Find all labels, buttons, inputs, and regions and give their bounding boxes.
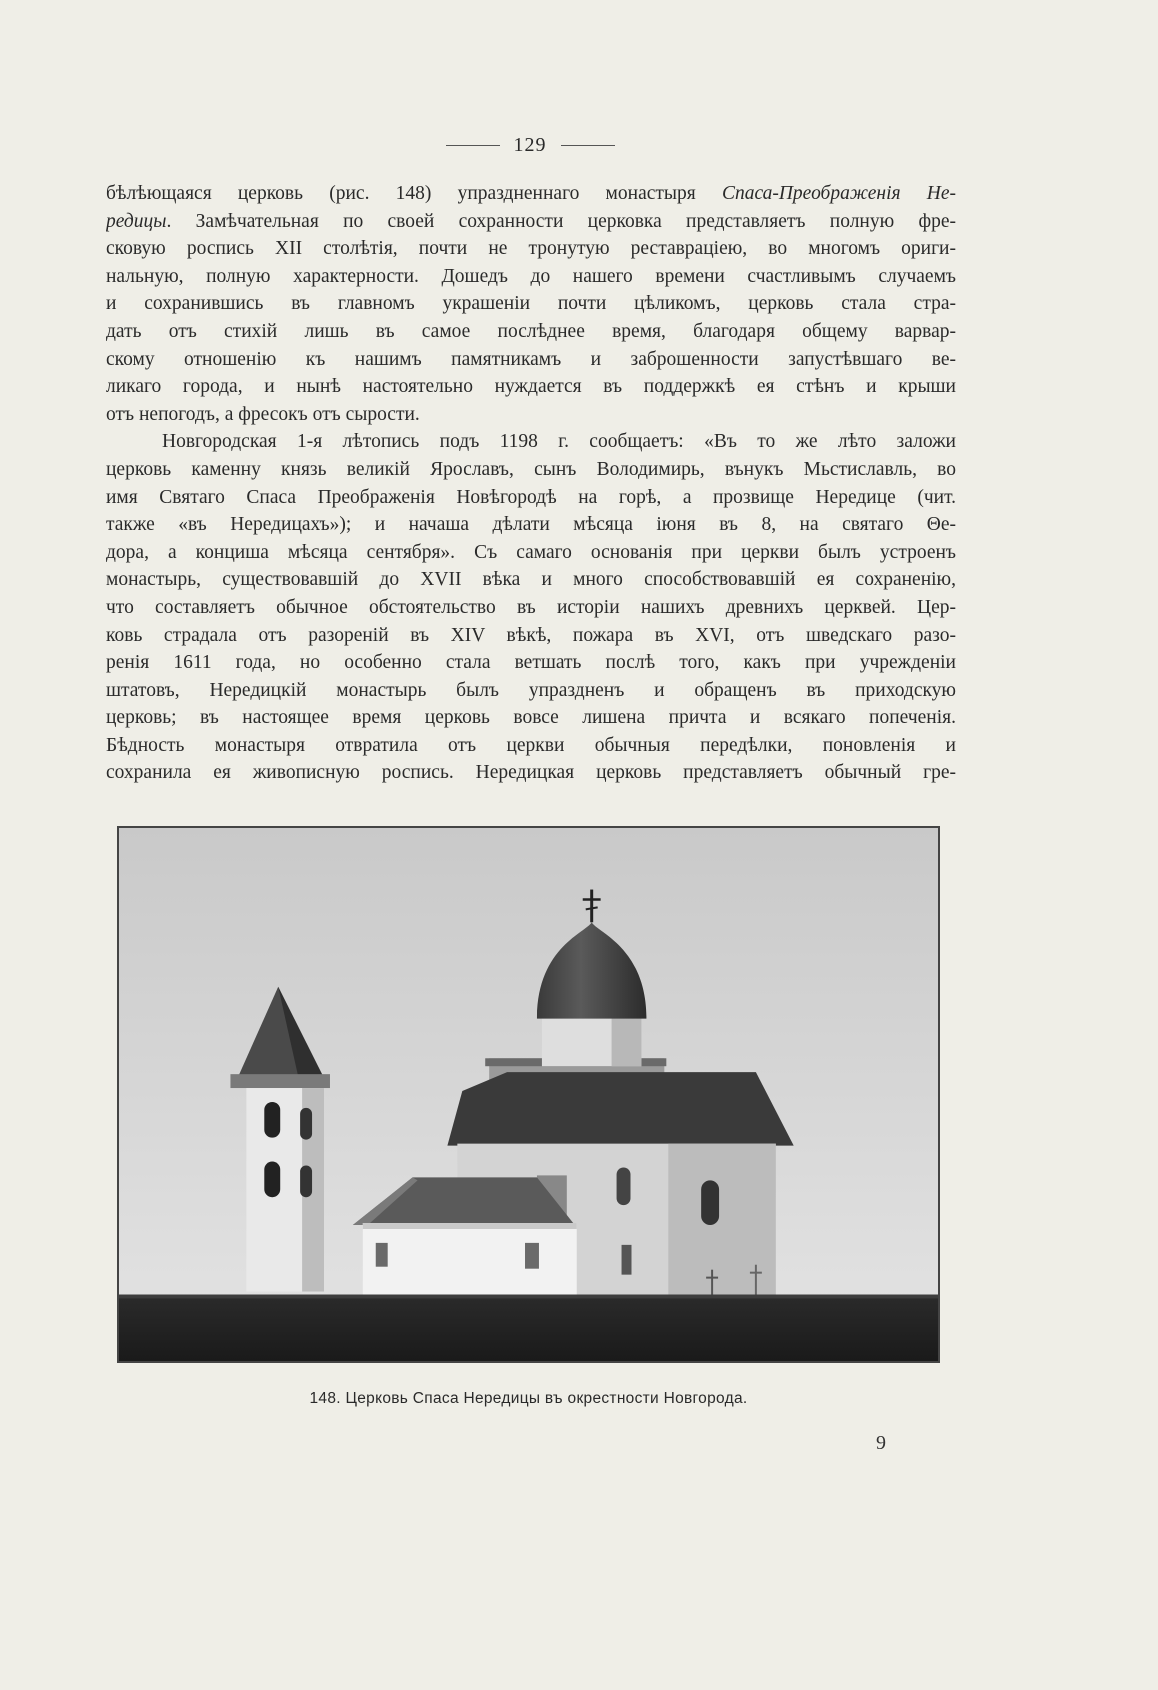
text-line — [106, 263, 956, 291]
text-line — [106, 594, 956, 622]
text-segment: церковь каменну князь великій Ярославъ, сынъ Володимирь, вънукъ Мьстиславль, во — [106, 458, 956, 480]
text-segment: церковь; въ настоящее время церковь вовсе лишена причта и всякаго попеченія. — [106, 707, 956, 729]
text-line — [106, 649, 956, 677]
text-line — [106, 511, 956, 539]
page-header — [430, 130, 630, 160]
text-line — [106, 732, 956, 760]
text-segment: скому отношенію къ нашимъ памятникамъ и заброшенности запустѣвшаго ве- — [106, 348, 956, 370]
text-line — [106, 401, 956, 429]
text-line — [106, 428, 956, 456]
text-segment: нальную, полную характерности. Дошедъ до нашего времени счастливымъ случаемъ — [106, 265, 956, 287]
text-line — [106, 456, 956, 484]
text-segment: имя Святаго Спаса Преображенія Новѣгородѣ на горѣ, а прозвище Нередице (чит. — [106, 486, 956, 508]
text-segment: также «въ Нередицахъ»); и начаша дѣлати мѣсяца іюня въ 8, на святаго Θе- — [106, 514, 956, 536]
text-line — [106, 180, 956, 208]
text-segment: ренія 1611 года, но особенно стала ветшать послѣ того, какъ при учрежденіи — [106, 652, 956, 674]
text-line — [106, 318, 956, 346]
church-photograph — [117, 826, 940, 1363]
text-line — [106, 373, 956, 401]
text-segment: и сохранившись въ главномъ украшеніи почти цѣликомъ, церковь стала стра- — [106, 293, 956, 315]
signature-mark: 9 — [876, 1432, 886, 1454]
text-segment: монастырь, существовавшій до XVII вѣка и много способствовавшій ея сохраненію, — [106, 569, 956, 591]
body-text — [106, 180, 956, 787]
text-segment: Спаса-Преображенія Не- — [721, 183, 956, 204]
text-line — [106, 346, 956, 374]
text-segment: сохранила ея живописную роспись. Нередицкая церковь представляетъ обычный гре- — [106, 762, 956, 784]
text-line — [106, 622, 956, 650]
text-segment: что составляетъ обычное обстоятельство въ исторіи нашихъ древнихъ церквей. Цер- — [106, 596, 956, 618]
text-segment: бѣлѣющаяся церковь (рис. 148) упраздненнаго монастыря — [106, 183, 722, 204]
page-number: 129 — [513, 133, 547, 156]
text-segment: . Замѣчательная по своей сохранности церковка представляетъ полную фре- — [166, 210, 956, 232]
text-segment: отъ непогодъ, а фресокъ отъ сырости. — [106, 403, 420, 425]
text-segment: штатовъ, Нередицкій монастырь былъ упраздненъ и обращенъ въ приходскую — [106, 679, 956, 701]
text-segment: сковую роспись XII столѣтія, почти не тронутую реставраціею, во многомъ ориги- — [106, 238, 956, 260]
header-rule-right — [561, 145, 615, 146]
figure-caption: 148. Церковь Спаса Нередицы въ окрестности Новгорода. — [309, 1390, 748, 1407]
text-segment: дать отъ стихій лишь въ самое послѣднее время, благодаря общему варвар- — [106, 320, 956, 342]
text-line — [106, 704, 956, 732]
text-line — [106, 677, 956, 705]
church-illustration — [119, 828, 938, 1361]
text-line — [106, 566, 956, 594]
text-line — [106, 539, 956, 567]
header-rule-left — [446, 145, 500, 146]
text-line — [106, 208, 956, 236]
text-line — [106, 290, 956, 318]
text-line — [106, 759, 956, 787]
text-segment: ликаго города, и нынѣ настоятельно нуждается въ поддержкѣ ея стѣнъ и крыши — [106, 376, 956, 398]
text-segment: дора, а конциша мѣсяца сентября». Съ самаго основанія при церкви былъ устроенъ — [106, 541, 956, 563]
text-line — [106, 235, 956, 263]
text-line — [106, 484, 956, 512]
text-segment: редицы — [106, 210, 167, 232]
text-segment: ковь страдала отъ разореній въ XIV вѣкѣ, пожара въ XVI, отъ шведскаго разо- — [106, 624, 956, 646]
text-segment: Новгородская 1-я лѣтопись подъ 1198 г. сообщаетъ: «Въ то же лѣто заложи — [162, 431, 956, 453]
text-segment: Бѣдность монастыря отвратила отъ церкви обычныя передѣлки, поновленія и — [106, 734, 956, 756]
